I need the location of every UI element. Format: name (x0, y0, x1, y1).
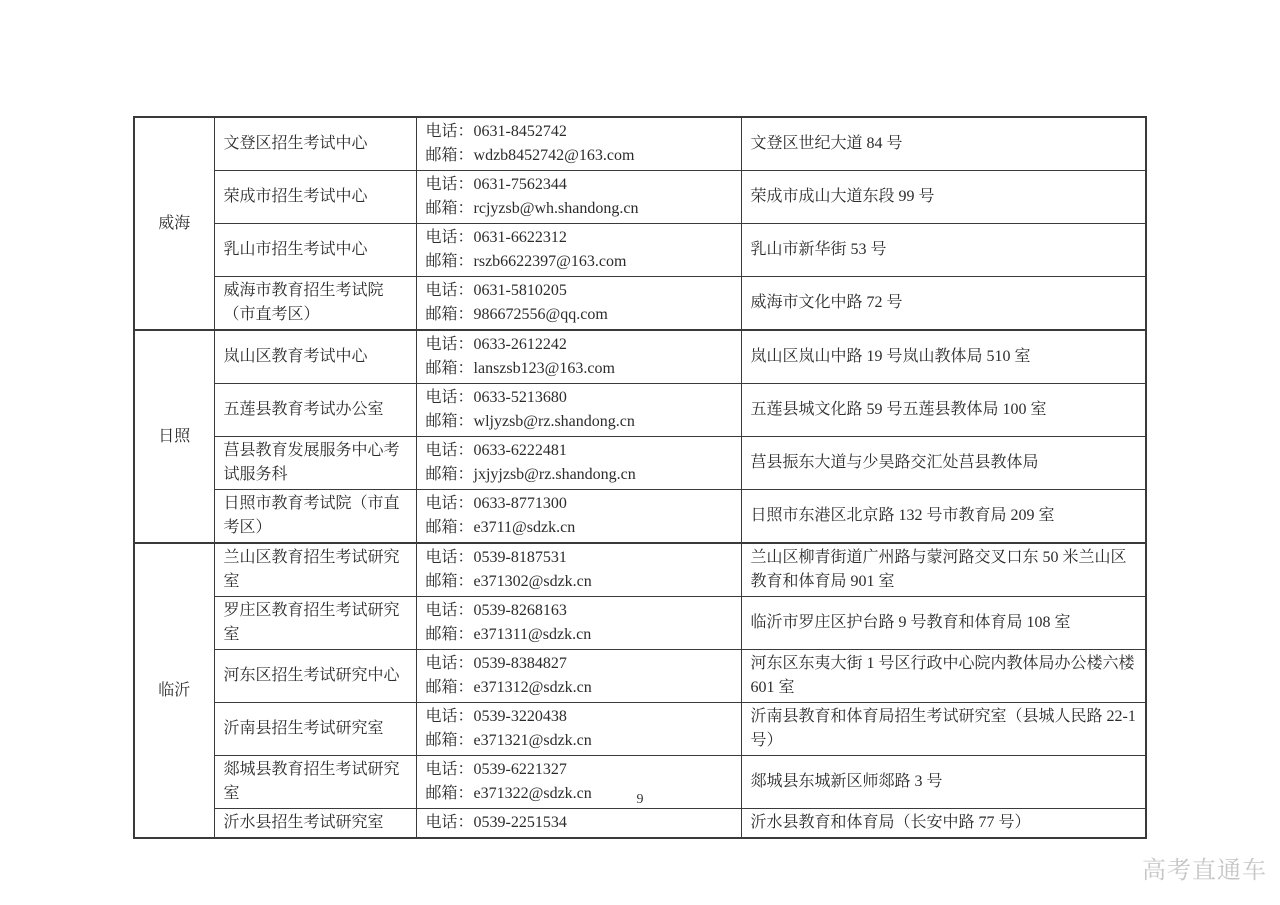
contact-cell (416, 277, 741, 331)
contact-cell (416, 224, 741, 277)
contact-cell (416, 490, 741, 544)
address-cell: 临沂市罗庄区护台路 9 号教育和体育局 108 室 (741, 597, 1146, 650)
contact-cell (416, 543, 741, 597)
phone-label: 电话： (425, 495, 474, 512)
email-value: 986672556@qq.com (473, 306, 608, 323)
phone-line (426, 120, 733, 144)
phone-value: 0539-8187531 (473, 549, 567, 566)
phone-value: 0539-2251534 (473, 814, 567, 831)
email-line (426, 516, 733, 540)
org-cell: 文登区招生考试中心 (214, 117, 416, 171)
org-cell: 河东区招生考试研究中心 (214, 650, 416, 703)
phone-line (426, 226, 733, 250)
email-value: wdzb8452742@163.com (473, 147, 635, 164)
phone-value: 0631-8452742 (473, 123, 567, 140)
email-label: 邮箱： (425, 360, 474, 377)
org-cell: 沂水县招生考试研究室 (214, 809, 416, 839)
phone-line (426, 439, 733, 463)
phone-line (426, 705, 733, 729)
address-cell: 莒县振东大道与少昊路交汇处莒县教体局 (741, 437, 1146, 490)
phone-value: 0633-2612242 (473, 336, 567, 353)
email-label: 邮箱： (425, 200, 474, 217)
table-row (134, 703, 1146, 756)
email-value: e371312@sdzk.cn (473, 679, 592, 696)
phone-label: 电话： (425, 229, 474, 246)
city-cell-rizhao: 日照 (134, 330, 214, 543)
contact-cell (416, 650, 741, 703)
address-cell: 河东区东夷大街 1 号区行政中心院内教体局办公楼六楼 601 室 (741, 650, 1146, 703)
phone-line (426, 492, 733, 516)
phone-value: 0631-7562344 (473, 176, 567, 193)
table-row (134, 117, 1146, 171)
address-cell: 乳山市新华街 53 号 (741, 224, 1146, 277)
address-cell: 沂水县教育和体育局（长安中路 77 号） (741, 809, 1146, 839)
org-cell: 郯城县教育招生考试研究室 (214, 756, 416, 809)
email-line (426, 250, 733, 274)
phone-line (426, 652, 733, 676)
table-row (134, 277, 1146, 331)
phone-line (426, 599, 733, 623)
table-row (134, 597, 1146, 650)
phone-value: 0631-6622312 (473, 229, 567, 246)
phone-line (426, 173, 733, 197)
phone-value: 0631-5810205 (473, 282, 567, 299)
phone-label: 电话： (425, 761, 474, 778)
email-label: 邮箱： (425, 519, 474, 536)
phone-value: 0633-6222481 (473, 442, 567, 459)
email-value: e371322@sdzk.cn (473, 785, 592, 802)
email-label: 邮箱： (425, 785, 474, 802)
org-cell: 岚山区教育考试中心 (214, 330, 416, 384)
contact-cell (416, 597, 741, 650)
email-label: 邮箱： (425, 679, 474, 696)
phone-line (426, 386, 733, 410)
phone-label: 电话： (425, 176, 474, 193)
table-row (134, 171, 1146, 224)
address-cell: 荣成市成山大道东段 99 号 (741, 171, 1146, 224)
email-line (426, 570, 733, 594)
watermark: 高考直通车 (1142, 857, 1267, 884)
city-cell-weihai: 威海 (134, 117, 214, 330)
table-row (134, 384, 1146, 437)
email-label: 邮箱： (425, 732, 474, 749)
email-label: 邮箱： (425, 253, 474, 270)
address-cell: 威海市文化中路 72 号 (741, 277, 1146, 331)
address-cell: 日照市东港区北京路 132 号市教育局 209 室 (741, 490, 1146, 544)
org-cell: 罗庄区教育招生考试研究室 (214, 597, 416, 650)
org-cell: 沂南县招生考试研究室 (214, 703, 416, 756)
phone-label: 电话： (425, 602, 474, 619)
contact-cell (416, 171, 741, 224)
phone-line (426, 546, 733, 570)
contact-cell (416, 437, 741, 490)
contact-cell (416, 330, 741, 384)
org-cell: 五莲县教育考试办公室 (214, 384, 416, 437)
email-label: 邮箱： (425, 147, 474, 164)
email-line (426, 410, 733, 434)
phone-value: 0633-8771300 (473, 495, 567, 512)
email-value: lanszsb123@163.com (473, 360, 615, 377)
address-cell: 五莲县城文化路 59 号五莲县教体局 100 室 (741, 384, 1146, 437)
phone-line (426, 758, 733, 782)
phone-label: 电话： (425, 655, 474, 672)
email-value: rcjyzsb@wh.shandong.cn (473, 200, 639, 217)
table-row (134, 330, 1146, 384)
org-cell: 荣成市招生考试中心 (214, 171, 416, 224)
phone-label: 电话： (425, 442, 474, 459)
email-value: wljyzsb@rz.shandong.cn (473, 413, 635, 430)
phone-line (426, 811, 733, 835)
org-cell: 乳山市招生考试中心 (214, 224, 416, 277)
phone-label: 电话： (425, 814, 474, 831)
phone-line (426, 279, 733, 303)
address-cell: 文登区世纪大道 84 号 (741, 117, 1146, 171)
email-value: e371302@sdzk.cn (473, 573, 592, 590)
email-value: jxjyjzsb@rz.shandong.cn (473, 466, 636, 483)
address-cell: 沂南县教育和体育局招生考试研究室（县城人民路 22-1 号） (741, 703, 1146, 756)
phone-value: 0539-8268163 (473, 602, 567, 619)
address-cell: 岚山区岚山中路 19 号岚山教体局 510 室 (741, 330, 1146, 384)
email-value: e371311@sdzk.cn (473, 626, 592, 643)
org-cell: 莒县教育发展服务中心考试服务科 (214, 437, 416, 490)
email-label: 邮箱： (425, 466, 474, 483)
email-label: 邮箱： (425, 413, 474, 430)
email-label: 邮箱： (425, 626, 474, 643)
table-row (134, 224, 1146, 277)
org-cell: 日照市教育考试院（市直考区） (214, 490, 416, 544)
phone-label: 电话： (425, 389, 474, 406)
org-cell: 威海市教育招生考试院（市直考区） (214, 277, 416, 331)
phone-value: 0539-8384827 (473, 655, 567, 672)
phone-label: 电话： (425, 123, 474, 140)
table-row (134, 437, 1146, 490)
email-line (426, 463, 733, 487)
table-row (134, 650, 1146, 703)
email-line (426, 197, 733, 221)
email-line (426, 357, 733, 381)
contact-cell (416, 117, 741, 171)
email-value: rszb6622397@163.com (473, 253, 627, 270)
address-cell: 郯城县东城新区师郯路 3 号 (741, 756, 1146, 809)
table-row (134, 543, 1146, 597)
org-cell: 兰山区教育招生考试研究室 (214, 543, 416, 597)
email-label: 邮箱： (425, 306, 474, 323)
phone-label: 电话： (425, 282, 474, 299)
contact-cell (416, 703, 741, 756)
email-line (426, 303, 733, 327)
phone-value: 0539-3220438 (473, 708, 567, 725)
contact-cell (416, 384, 741, 437)
phone-value: 0633-5213680 (473, 389, 567, 406)
email-line (426, 623, 733, 647)
email-line (426, 729, 733, 753)
exam-centers-table (133, 116, 1147, 839)
phone-label: 电话： (425, 708, 474, 725)
email-value: e371321@sdzk.cn (473, 732, 592, 749)
table-row (134, 490, 1146, 544)
email-line (426, 676, 733, 700)
page-number: 9 (636, 792, 644, 807)
phone-label: 电话： (425, 549, 474, 566)
email-line (426, 144, 733, 168)
phone-label: 电话： (425, 336, 474, 353)
table-row (134, 809, 1146, 839)
phone-line (426, 333, 733, 357)
email-value: e3711@sdzk.cn (473, 519, 576, 536)
contact-cell (416, 809, 741, 839)
address-cell: 兰山区柳青街道广州路与蒙河路交叉口东 50 米兰山区教育和体育局 901 室 (741, 543, 1146, 597)
phone-value: 0539-6221327 (473, 761, 567, 778)
city-cell-linyi: 临沂 (134, 543, 214, 838)
email-label: 邮箱： (425, 573, 474, 590)
